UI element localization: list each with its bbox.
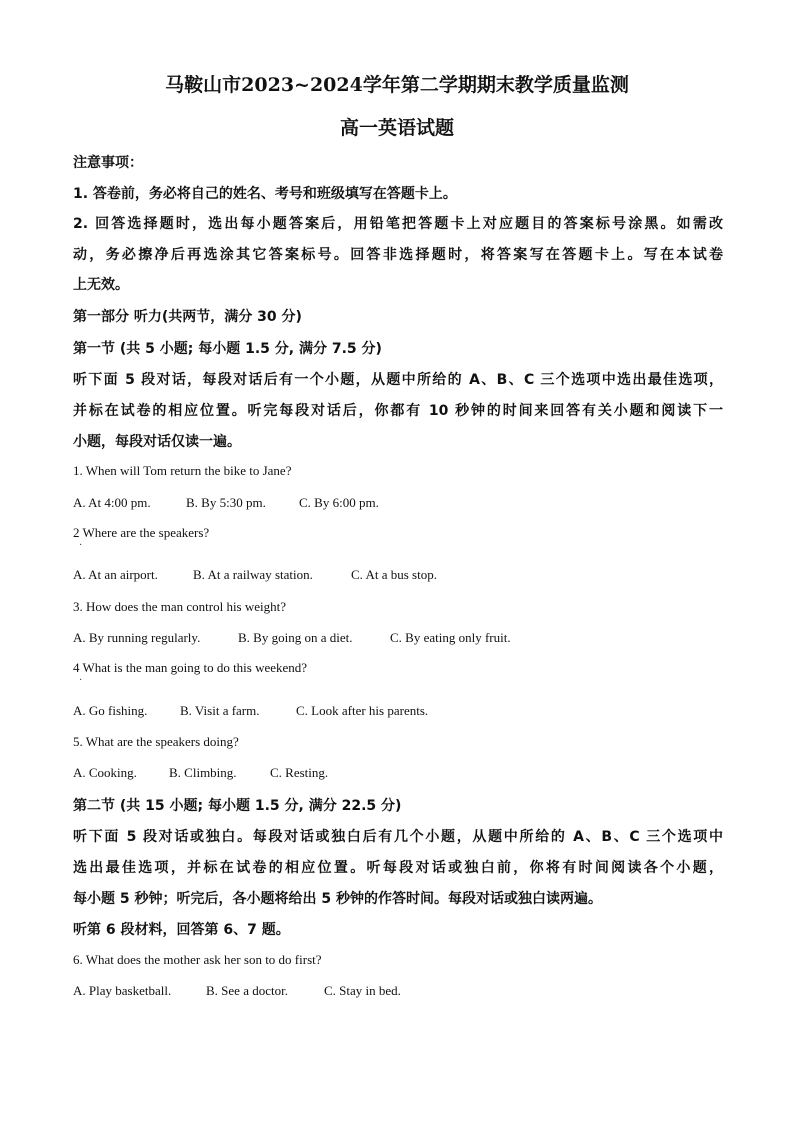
option-c: C. By 6:00 pm. bbox=[299, 495, 379, 510]
part1-heading: 第一部分 听力(共两节，满分 30 分) bbox=[73, 309, 302, 325]
question-1: 1. When will Tom return the bike to Jane? bbox=[73, 463, 292, 478]
section1-heading: 第一节 (共 5 小题; 每小题 1.5 分, 满分 7.5 分) bbox=[73, 341, 382, 357]
stray-dot: · bbox=[79, 540, 83, 551]
question-2-options bbox=[73, 567, 437, 583]
option-a: A. Go fishing. bbox=[73, 703, 148, 718]
option-c: C. Stay in bed. bbox=[324, 983, 401, 998]
stray-dot: · bbox=[79, 675, 83, 686]
section2-instructions-line-3: 每小题 5 秒钟；听完后，各小题将给出 5 秒钟的作答时间。每段对话或独白读两遍。 bbox=[73, 891, 602, 907]
question-6-options bbox=[73, 983, 401, 999]
question-3: 3. How does the man control his weight? bbox=[73, 599, 287, 614]
option-b: B. See a doctor. bbox=[206, 983, 288, 998]
notes-heading: 注意事项： bbox=[73, 155, 143, 171]
option-c: C. Resting. bbox=[270, 765, 329, 780]
section2-heading: 第二节 (共 15 小题; 每小题 1.5 分, 满分 22.5 分) bbox=[73, 798, 402, 814]
section1-instructions-line-2: 并标在试卷的相应位置。听完每段对话后，你都有 10 秒钟的时间来回答有关小题和阅读下一 bbox=[73, 403, 723, 419]
note-item-2-line-1: 2. 回答选择题时，选出每小题答案后，用铅笔把答题卡上对应题目的答案标号涂黑。如需改 bbox=[73, 216, 723, 232]
material-6-instruction: 听第 6 段材料，回答第 6、7 题。 bbox=[73, 922, 290, 938]
question-2: 2 Where are the speakers? bbox=[73, 525, 210, 540]
option-c: C. Look after his parents. bbox=[296, 703, 429, 718]
question-4: 4 What is the man going to do this weekend? bbox=[73, 660, 308, 675]
option-a: A. At an airport. bbox=[73, 567, 158, 582]
section2-instructions-line-2: 选出最佳选项，并标在试卷的相应位置。听每段对话或独白前，你将有时间阅读各个小题， bbox=[73, 860, 723, 876]
option-c: C. By eating only fruit. bbox=[390, 630, 511, 645]
option-b: B. By 5:30 pm. bbox=[186, 495, 266, 510]
question-5: 5. What are the speakers doing? bbox=[73, 734, 239, 749]
section1-instructions-line-3: 小题，每段对话仅读一遍。 bbox=[73, 434, 241, 450]
option-b: B. By going on a diet. bbox=[238, 630, 353, 645]
option-b: B. At a railway station. bbox=[193, 567, 313, 582]
question-1-options bbox=[73, 495, 379, 511]
note-item-1: 1. 答卷前，务必将自己的姓名、考号和班级填写在答题卡上。 bbox=[73, 186, 457, 202]
question-3-options bbox=[73, 630, 511, 646]
option-a: A. Play basketball. bbox=[73, 983, 172, 998]
section2-instructions-line-1: 听下面 5 段对话或独白。每段对话或独白后有几个小题，从题中所给的 A、B、C 三个选项中 bbox=[73, 829, 723, 845]
exam-title: 马鞍山市2023~2024学年第二学期期末教学质量监测 bbox=[165, 74, 629, 96]
option-c: C. At a bus stop. bbox=[351, 567, 437, 582]
option-b: B. Climbing. bbox=[169, 765, 237, 780]
section1-instructions-line-1: 听下面 5 段对话，每段对话后有一个小题，从题中所给的 A、B、C 三个选项中选出最佳选项， bbox=[73, 372, 723, 388]
option-a: A. By running regularly. bbox=[73, 630, 201, 645]
option-a: A. At 4:00 pm. bbox=[73, 495, 151, 510]
exam-subtitle: 高一英语试题 bbox=[339, 117, 454, 139]
option-b: B. Visit a farm. bbox=[180, 703, 260, 718]
option-a: A. Cooking. bbox=[73, 765, 137, 780]
question-5-options bbox=[73, 765, 328, 781]
note-item-2-line-2: 动，务必擦净后再选涂其它答案标号。回答非选择题时，将答案写在答题卡上。写在本试卷 bbox=[73, 247, 723, 263]
question-6: 6. What does the mother ask her son to do first? bbox=[73, 952, 322, 967]
question-4-options bbox=[73, 703, 428, 719]
note-item-2-line-3: 上无效。 bbox=[73, 277, 129, 293]
